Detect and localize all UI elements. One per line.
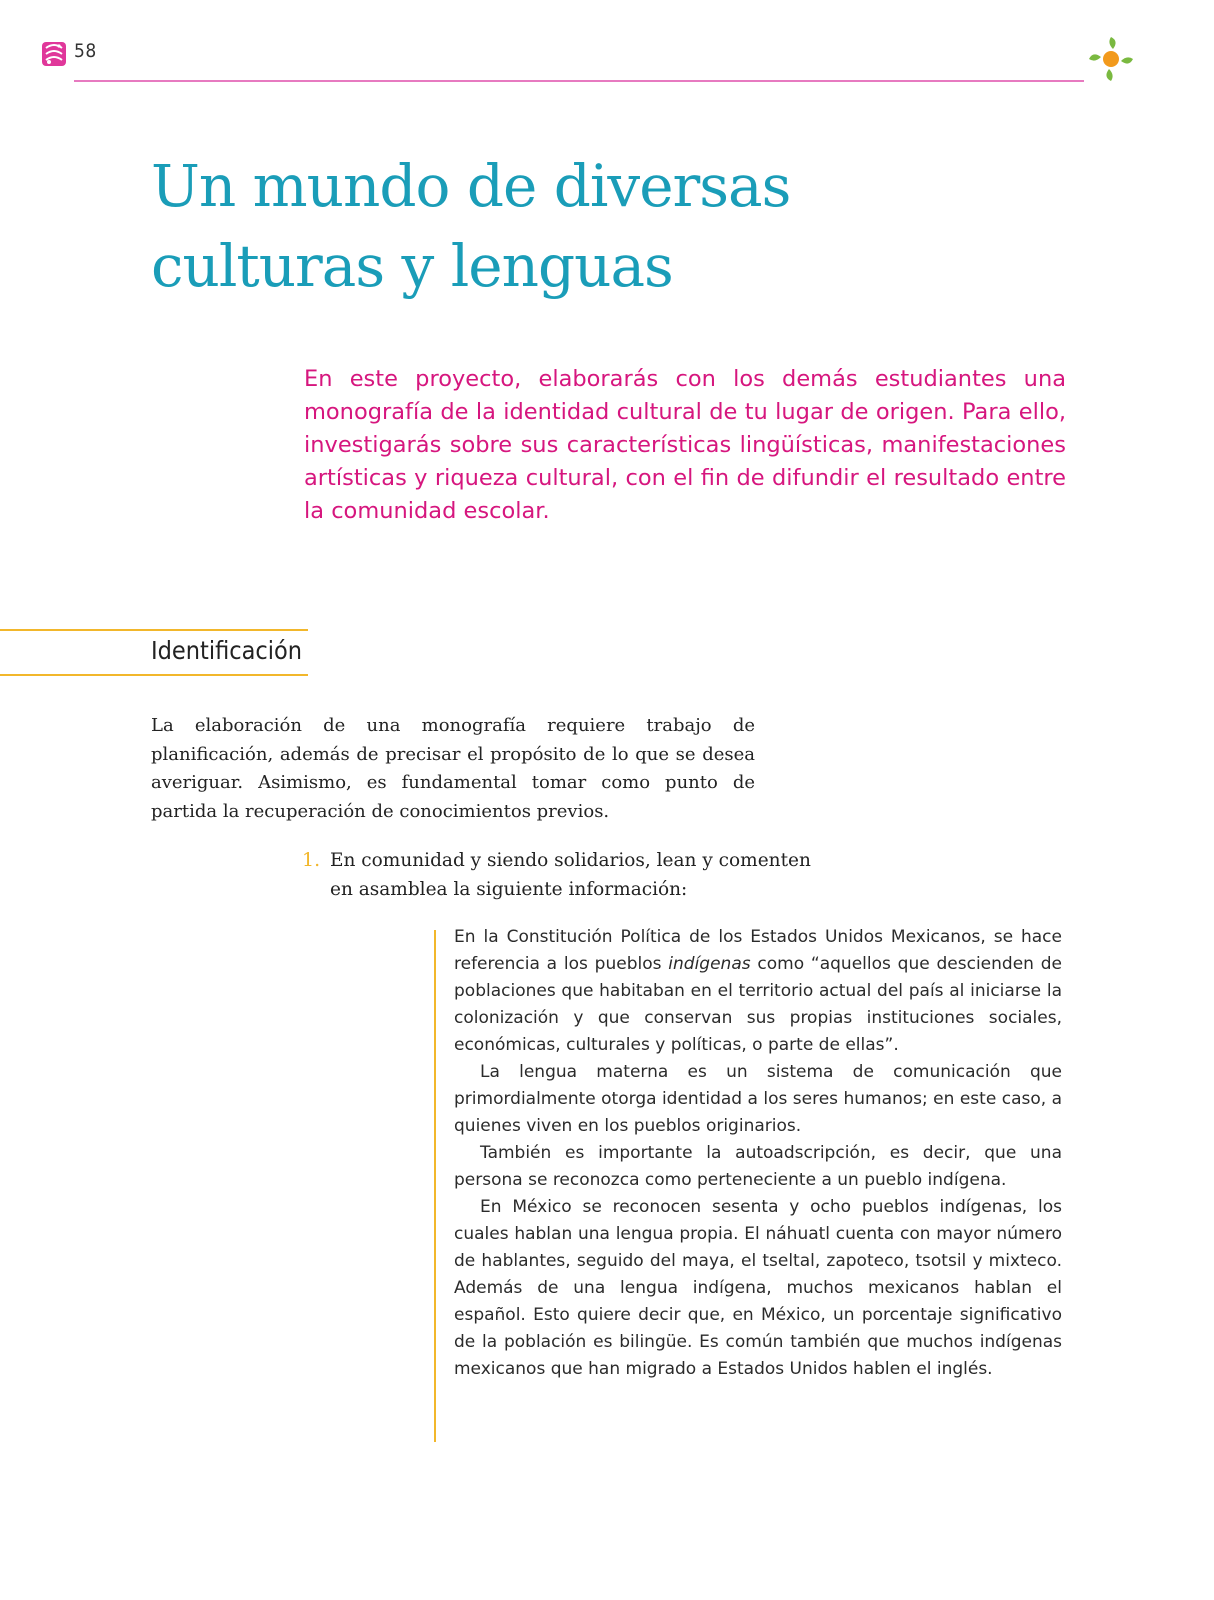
- info-box-rule: [434, 930, 436, 1442]
- pink-glyph-icon: [40, 40, 68, 68]
- info-paragraph-4: En México se reconocen sesenta y ocho pueblos indígenas, los cuales hablan una lengua propia. El náhuatl cuenta con mayor número de hablantes, seguido del maya, el tseltal, zapoteco, tsotsil y mixteco. Además de una lengua indígena, muchos mexicanos hablan el español. Esto quiere decir que, en México, un porcentaje significativo de la población es bilingüe. Es común también que muchos indígenas mexicanos que han migrado a Estados Unidos hablen el inglés.: [454, 1197, 1062, 1379]
- info-p1-after: como “aquellos que descienden de poblaciones que habitaban en el territorio actual del país al iniciarse la colonización y que conservan sus propias instituciones sociales, económicas, culturales y políticas, o parte de ellas”.: [454, 954, 1062, 1055]
- activity-item: [302, 846, 832, 904]
- info-paragraph-1: [454, 924, 1062, 1059]
- info-paragraph-3: También es importante la autoadscripción, es decir, que una persona se reconozca como perteneciente a un pueblo indígena.: [454, 1143, 1062, 1190]
- intro-paragraph: En este proyecto, elaborarás con los demás estudiantes una monografía de la identidad cultural de tu lugar de origen. Para ello, investigarás sobre sus características lingüísticas, manifestaciones artísticas y riqueza cultural, con el fin de difundir el resultado entre la comunidad escolar.: [304, 366, 1066, 524]
- title-line-2: culturas y lenguas: [151, 232, 673, 300]
- activity-number: 1.: [302, 849, 321, 871]
- info-paragraph-2: La lengua materna es un sistema de comunicación que primordialmente otorga identidad a los seres humanos; en este caso, a quienes viven en los pueblos originarios.: [454, 1062, 1062, 1136]
- section-bar-bottom: [0, 674, 308, 676]
- lead-paragraph: La elaboración de una monografía requiere trabajo de planificación, además de precisar el propósito de lo que se desea averiguar. Asimismo, es fundamental tomar como punto de partida la recuperación de conocimientos previos.: [151, 715, 755, 822]
- section-bar-top: [0, 629, 308, 631]
- info-p1-italic: indígenas: [668, 954, 751, 974]
- page-number: 58: [74, 40, 97, 62]
- info-box: [454, 924, 1062, 1383]
- section-heading: Identificación: [151, 636, 303, 665]
- info-p1-before: En la Constitución Política de los Estados Unidos Mexicanos, se hace referencia a los pueblos: [454, 927, 1062, 974]
- activity-text: En comunidad y siendo solidarios, lean y comenten en asamblea la siguiente información:: [330, 850, 811, 900]
- title-line-1: Un mundo de diversas: [151, 152, 791, 220]
- page-title: [151, 146, 790, 306]
- header-rule: [74, 80, 1084, 82]
- sun-flower-logo-icon: [1085, 33, 1137, 85]
